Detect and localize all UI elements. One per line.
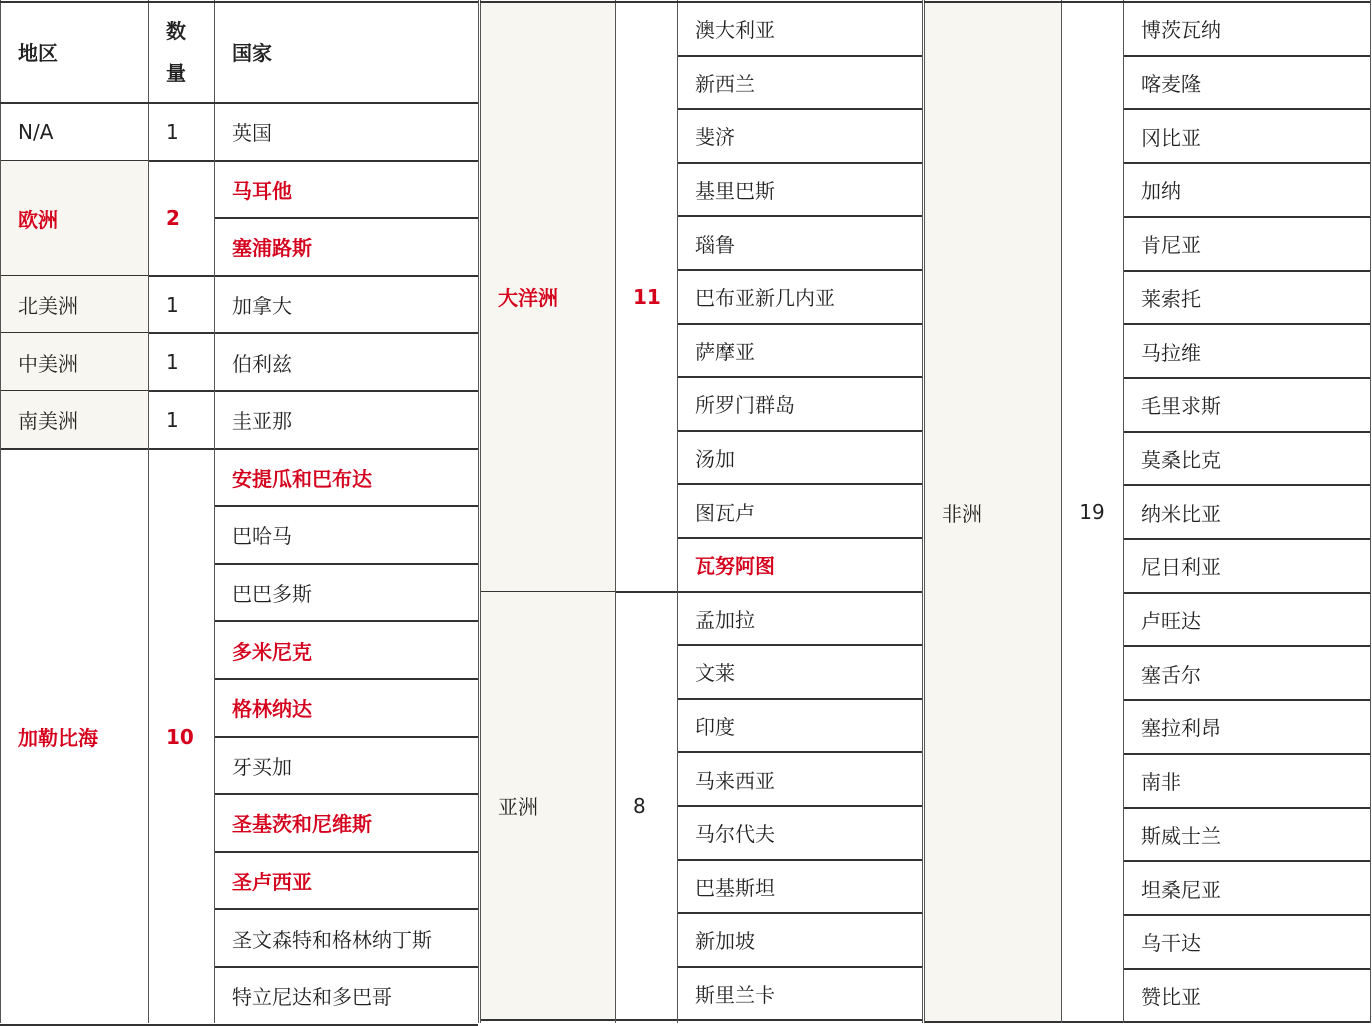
- row-divider: [1123, 699, 1370, 701]
- country-cell: 巴巴多斯: [232, 582, 312, 607]
- region-cell: 非洲: [924, 2, 1061, 1022]
- country-cell: 所罗门群岛: [695, 393, 795, 418]
- country-cell: 孟加拉: [695, 607, 755, 632]
- country-cell: 莱索托: [1141, 286, 1201, 311]
- region-cell: 北美洲: [0, 276, 148, 334]
- country-cell: 博茨瓦纳: [1141, 18, 1221, 43]
- column-divider: [1123, 0, 1124, 1023]
- row-divider: [677, 215, 922, 217]
- country-cell: 斐济: [695, 125, 735, 150]
- row-divider: [214, 678, 478, 680]
- row-divider: [677, 376, 922, 378]
- column-divider: [214, 0, 215, 1023]
- row-divider: [1123, 431, 1370, 433]
- header-count-line1: 数: [166, 18, 186, 43]
- country-cell: 英国: [232, 121, 272, 146]
- country-cell: 肯尼亚: [1141, 233, 1201, 258]
- country-cell: 乌干达: [1141, 931, 1201, 956]
- country-cell: 多米尼克: [232, 639, 312, 664]
- country-cell: 牙买加: [232, 754, 292, 779]
- row-divider: [1123, 807, 1370, 809]
- count-cell: 1: [166, 292, 179, 317]
- row-divider: [480, 1019, 922, 1021]
- table-panel-2: [480, 0, 924, 1023]
- country-cell: 尼日利亚: [1141, 555, 1221, 580]
- country-cell: 伯利兹: [232, 351, 292, 376]
- country-cell: 巴基斯坦: [695, 875, 775, 900]
- row-divider: [0, 1, 478, 3]
- country-cell: 文莱: [695, 661, 735, 686]
- row-divider: [1123, 484, 1370, 486]
- count-cell: 1: [166, 350, 179, 375]
- column-divider: [1370, 0, 1371, 1023]
- region-cell: 中美洲: [0, 333, 148, 391]
- column-divider: [0, 0, 1, 1023]
- row-divider: [1123, 860, 1370, 862]
- row-divider: [1123, 55, 1370, 57]
- country-cell: 汤加: [695, 447, 735, 472]
- header-country: 国家: [232, 41, 272, 65]
- country-cell: 塞舌尔: [1141, 662, 1201, 687]
- row-divider: [1123, 968, 1370, 970]
- count-cell: 19: [1079, 500, 1105, 525]
- row-divider: [677, 805, 922, 807]
- country-cell: 马耳他: [232, 178, 292, 203]
- row-divider: [677, 162, 922, 164]
- row-divider: [214, 620, 478, 622]
- country-cell: 喀麦隆: [1141, 72, 1201, 97]
- country-cell: 塞浦路斯: [232, 236, 312, 261]
- row-divider: [677, 698, 922, 700]
- country-cell: 图瓦卢: [695, 500, 755, 525]
- country-cell: 坦桑尼亚: [1141, 877, 1221, 902]
- row-divider: [677, 323, 922, 325]
- row-divider: [677, 751, 922, 753]
- country-cell: 安提瓜和巴布达: [232, 466, 372, 491]
- row-divider: [214, 736, 478, 738]
- column-divider: [924, 0, 925, 1023]
- country-cell: 马拉维: [1141, 340, 1201, 365]
- row-divider: [214, 908, 478, 910]
- table-panel-1: [0, 0, 480, 1023]
- country-cell: 冈比亚: [1141, 125, 1201, 150]
- row-divider: [1123, 753, 1370, 755]
- column-divider: [478, 0, 479, 1023]
- column-divider: [148, 0, 149, 1023]
- row-divider: [0, 1024, 478, 1026]
- row-divider: [677, 430, 922, 432]
- row-divider: [1123, 216, 1370, 218]
- country-cell: 莫桑比克: [1141, 447, 1221, 472]
- row-divider: [677, 644, 922, 646]
- country-cell: 格林纳达: [232, 697, 312, 722]
- row-divider: [214, 851, 478, 853]
- row-divider: [214, 793, 478, 795]
- country-cell: 特立尼达和多巴哥: [232, 985, 392, 1010]
- country-cell: 巴哈马: [232, 524, 292, 549]
- header-count: [148, 0, 214, 103]
- row-divider: [677, 483, 922, 485]
- country-cell: 瓦努阿图: [695, 554, 775, 579]
- country-cell: 纳米比亚: [1141, 501, 1221, 526]
- country-cell: 巴布亚新几内亚: [695, 286, 835, 311]
- row-divider: [0, 102, 478, 104]
- row-divider: [677, 55, 922, 57]
- region-cell: 欧洲: [0, 161, 148, 276]
- country-cell: 澳大利亚: [695, 18, 775, 43]
- country-cell: 基里巴斯: [695, 179, 775, 204]
- country-cell: 加拿大: [232, 294, 292, 319]
- row-divider: [677, 966, 922, 968]
- row-divider: [214, 217, 478, 219]
- row-divider: [677, 269, 922, 271]
- region-cell: 南美洲: [0, 391, 148, 449]
- country-cell: 赞比亚: [1141, 984, 1201, 1009]
- country-cell: 卢旺达: [1141, 609, 1201, 634]
- region-cell: 加勒比海: [18, 726, 98, 751]
- row-divider: [214, 505, 478, 507]
- header-count-line2: 量: [166, 60, 186, 85]
- column-divider: [677, 0, 678, 1023]
- row-divider: [1123, 270, 1370, 272]
- count-cell: 2: [166, 206, 180, 231]
- country-cell: 萨摩亚: [695, 339, 755, 364]
- country-cell: 斯威士兰: [1141, 823, 1221, 848]
- country-cell: 毛里求斯: [1141, 394, 1221, 419]
- row-divider: [1123, 914, 1370, 916]
- country-cell: 斯里兰卡: [695, 983, 775, 1008]
- country-cell: 加纳: [1141, 179, 1181, 204]
- row-divider: [1123, 162, 1370, 164]
- country-cell: 新西兰: [695, 71, 755, 96]
- country-cell: 圣文森特和格林纳丁斯: [232, 927, 432, 952]
- region-cell: 亚洲: [480, 592, 615, 1021]
- region-cell: N/A: [18, 119, 54, 144]
- row-divider: [480, 1, 922, 3]
- row-divider: [924, 1, 1370, 3]
- country-cell: 圣基茨和尼维斯: [232, 812, 372, 837]
- row-divider: [677, 859, 922, 861]
- row-divider: [214, 966, 478, 968]
- country-cell: 马尔代夫: [695, 822, 775, 847]
- count-cell: 10: [166, 724, 194, 749]
- row-divider: [1123, 377, 1370, 379]
- row-divider: [677, 912, 922, 914]
- country-cell: 新加坡: [695, 929, 755, 954]
- column-divider: [615, 0, 616, 1023]
- table-panel-3: [924, 0, 1372, 1023]
- row-divider: [677, 108, 922, 110]
- row-divider: [214, 563, 478, 565]
- row-divider: [1123, 323, 1370, 325]
- count-cell: 1: [166, 119, 179, 144]
- count-cell: 11: [633, 284, 661, 309]
- country-cell: 圭亚那: [232, 409, 292, 434]
- country-cell: 瑙鲁: [695, 232, 735, 257]
- row-divider: [677, 537, 922, 539]
- column-divider: [480, 0, 481, 1023]
- country-cell: 印度: [695, 715, 735, 740]
- region-cell: 大洋洲: [480, 2, 615, 592]
- count-cell: 1: [166, 407, 179, 432]
- row-divider: [1123, 592, 1370, 594]
- row-divider: [1123, 645, 1370, 647]
- country-cell: 南非: [1141, 770, 1181, 795]
- column-divider: [1061, 0, 1062, 1023]
- column-divider: [922, 0, 923, 1023]
- header-region: 地区: [18, 41, 58, 65]
- count-cell: 8: [633, 793, 646, 818]
- row-divider: [1123, 108, 1370, 110]
- country-cell: 圣卢西亚: [232, 870, 312, 895]
- row-divider: [1123, 538, 1370, 540]
- country-cell: 马来西亚: [695, 768, 775, 793]
- country-cell: 塞拉利昂: [1141, 716, 1221, 741]
